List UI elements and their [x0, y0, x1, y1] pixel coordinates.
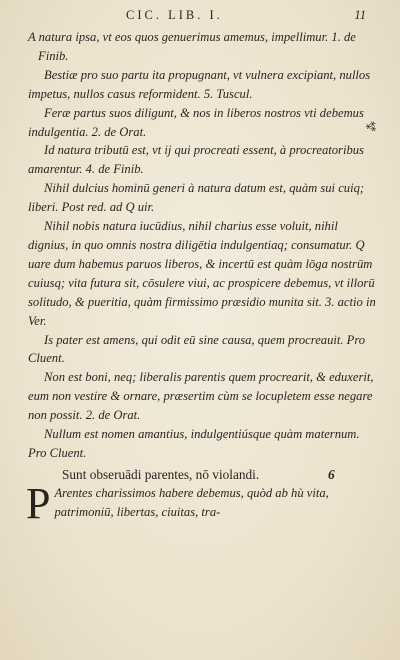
section-number: 6 — [328, 466, 335, 482]
running-head-title: CIC. LIB. I. — [126, 8, 223, 22]
quotation-3: Feræ partus suos diligunt, & nos in liberos nostros vti debemus indulgentia. 2. de Orat. — [28, 105, 364, 139]
quotation-5: Nihil dulcius hominū generi à natura datum est, quàm sui cuiq; liberi. Post red. ad Q uir. — [28, 181, 365, 215]
quotation-8: Non est boni, neq; liberalis parentis quem procrearit, & eduxerit, eum non vestire & ornare, præsertim cùm se locupletem esse negare non possit. 2. de Orat. — [28, 370, 374, 423]
quotation-4: Id natura tributū est, vt ij qui procreati essent, à procreatoribus amarentur. 4. de Finib. — [28, 143, 364, 177]
quotation-2: Bestiæ pro suo partu ita propugnant, vt vulnera excipiant, nullos impetus, nullos casus reformident. 5. Tuscul. — [28, 67, 371, 101]
quotation-1: A natura ipsa, vt eos quos genuerimus amemus, impellimur. 1. de Finib. — [28, 30, 356, 63]
quotation-7: Is pater est amens, qui odit eū sine causa, quem procreauit. Pro Cluent. — [28, 332, 366, 366]
running-head — [0, 8, 400, 24]
section-heading-text: Sunt obseruādi parentes, nō violandi. — [62, 466, 260, 482]
section-heading — [28, 465, 378, 484]
final-paragraph — [26, 478, 378, 528]
marginal-mark: ⁂ — [363, 119, 379, 135]
quotation-9: Nullum est nomen amantius, indulgentiúsque quàm maternum. Pro Cluent. — [28, 427, 360, 460]
page-number: 11 — [354, 8, 366, 22]
drop-cap: P — [26, 478, 51, 528]
text-column — [26, 28, 378, 528]
quotation-6: Nihil nobis natura iucūdius, nihil charius esse voluit, nihil dignius, in quo omnis nostra diligētia indulgentiaq; consumatur. Q uare dum habemus paruos liberos, & incertū est quàm lōga nostrūm cuiusq; vita futura sit, cōsulere viui, ac prospicere debemus, vt illorū solitudo, & pueritia, quàm firmissimo præsidio munita sit. 3. actio in Ver. — [28, 219, 376, 328]
final-paragraph-text: Arentes charissimos habere debemus, quòd ab hù vita, patrimoniū, libertas, ciuitas, tra- — [54, 485, 329, 519]
